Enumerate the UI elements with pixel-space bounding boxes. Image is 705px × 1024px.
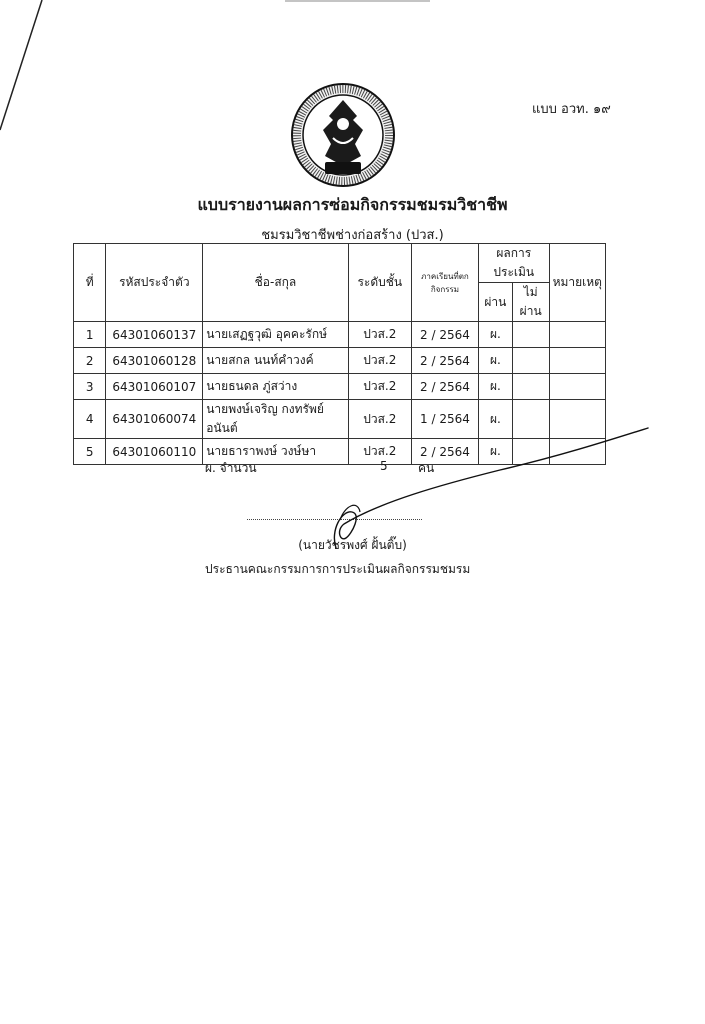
cell-pass: ผ. xyxy=(478,439,512,465)
cell-name: นายพงษ์เจริญ กงทรัพย์อนันต์ xyxy=(203,400,348,439)
summary-label: ผ. จำนวน xyxy=(205,461,257,475)
cell-student-id: 64301060074 xyxy=(106,400,203,439)
cell-student-id: 64301060110 xyxy=(106,439,203,465)
cell-no: 5 xyxy=(74,439,106,465)
form-code: แบบ อวท. ๑๙ xyxy=(532,102,611,117)
cell-student-id: 64301060128 xyxy=(106,348,203,374)
cell-no: 3 xyxy=(74,374,106,400)
cell-term: 2 / 2564 xyxy=(411,374,478,400)
cell-term: 2 / 2564 xyxy=(411,348,478,374)
cell-name: นายธนดล ภู่สว่าง xyxy=(203,374,348,400)
summary-unit: คน xyxy=(418,461,435,475)
cell-pass: ผ. xyxy=(478,348,512,374)
header-student-id: รหัสประจำตัว xyxy=(106,244,203,322)
cell-level: ปวส.2 xyxy=(348,400,411,439)
header-pass: ผ่าน xyxy=(478,283,512,322)
cell-term: 1 / 2564 xyxy=(411,400,478,439)
cell-term: 2 / 2564 xyxy=(411,439,478,465)
cell-student-id: 64301060107 xyxy=(106,374,203,400)
cell-level: ปวส.2 xyxy=(348,348,411,374)
cell-no: 2 xyxy=(74,348,106,374)
signer-role: ประธานคณะกรรมการการประเมินผลกิจกรรมชมรม xyxy=(205,562,471,576)
cell-no: 4 xyxy=(74,400,106,439)
cell-term: 2 / 2564 xyxy=(411,322,478,348)
header-no: ที่ xyxy=(74,244,106,322)
cell-name: นายสกล นนท์คำวงค์ xyxy=(203,348,348,374)
cell-student-id: 64301060137 xyxy=(106,322,203,348)
cell-level: ปวส.2 xyxy=(348,439,411,465)
cell-name: นายธาราพงษ์ วงษ์ษา xyxy=(203,439,348,465)
cell-pass: ผ. xyxy=(478,374,512,400)
header-fail: ไม่ผ่าน xyxy=(512,283,549,322)
cell-name: นายเสฏฐวุฒิ อุคคะรักษ์ xyxy=(203,322,348,348)
signer-name: (นายวัชรพงศ์ ฝั้นติ๊บ) xyxy=(298,538,407,552)
header-name: ชื่อ-สกุล xyxy=(203,244,348,322)
header-remark: หมายเหตุ xyxy=(549,244,605,322)
cell-pass: ผ. xyxy=(478,322,512,348)
header-term: ภาคเรียนที่ตกกิจกรรม xyxy=(411,244,478,322)
cell-level: ปวส.2 xyxy=(348,374,411,400)
header-level: ระดับชั้น xyxy=(348,244,411,322)
report-title: แบบรายงานผลการซ่อมกิจกรรมชมรมวิชาชีพ xyxy=(197,195,508,214)
cell-pass: ผ. xyxy=(478,400,512,439)
club-subtitle: ชมรมวิชาชีพช่างก่อสร้าง (ปวส.) xyxy=(261,228,444,243)
cell-no: 1 xyxy=(74,322,106,348)
header-result: ผลการประเมิน xyxy=(478,244,549,283)
summary-count: 5 xyxy=(380,459,388,473)
cell-level: ปวส.2 xyxy=(348,322,411,348)
